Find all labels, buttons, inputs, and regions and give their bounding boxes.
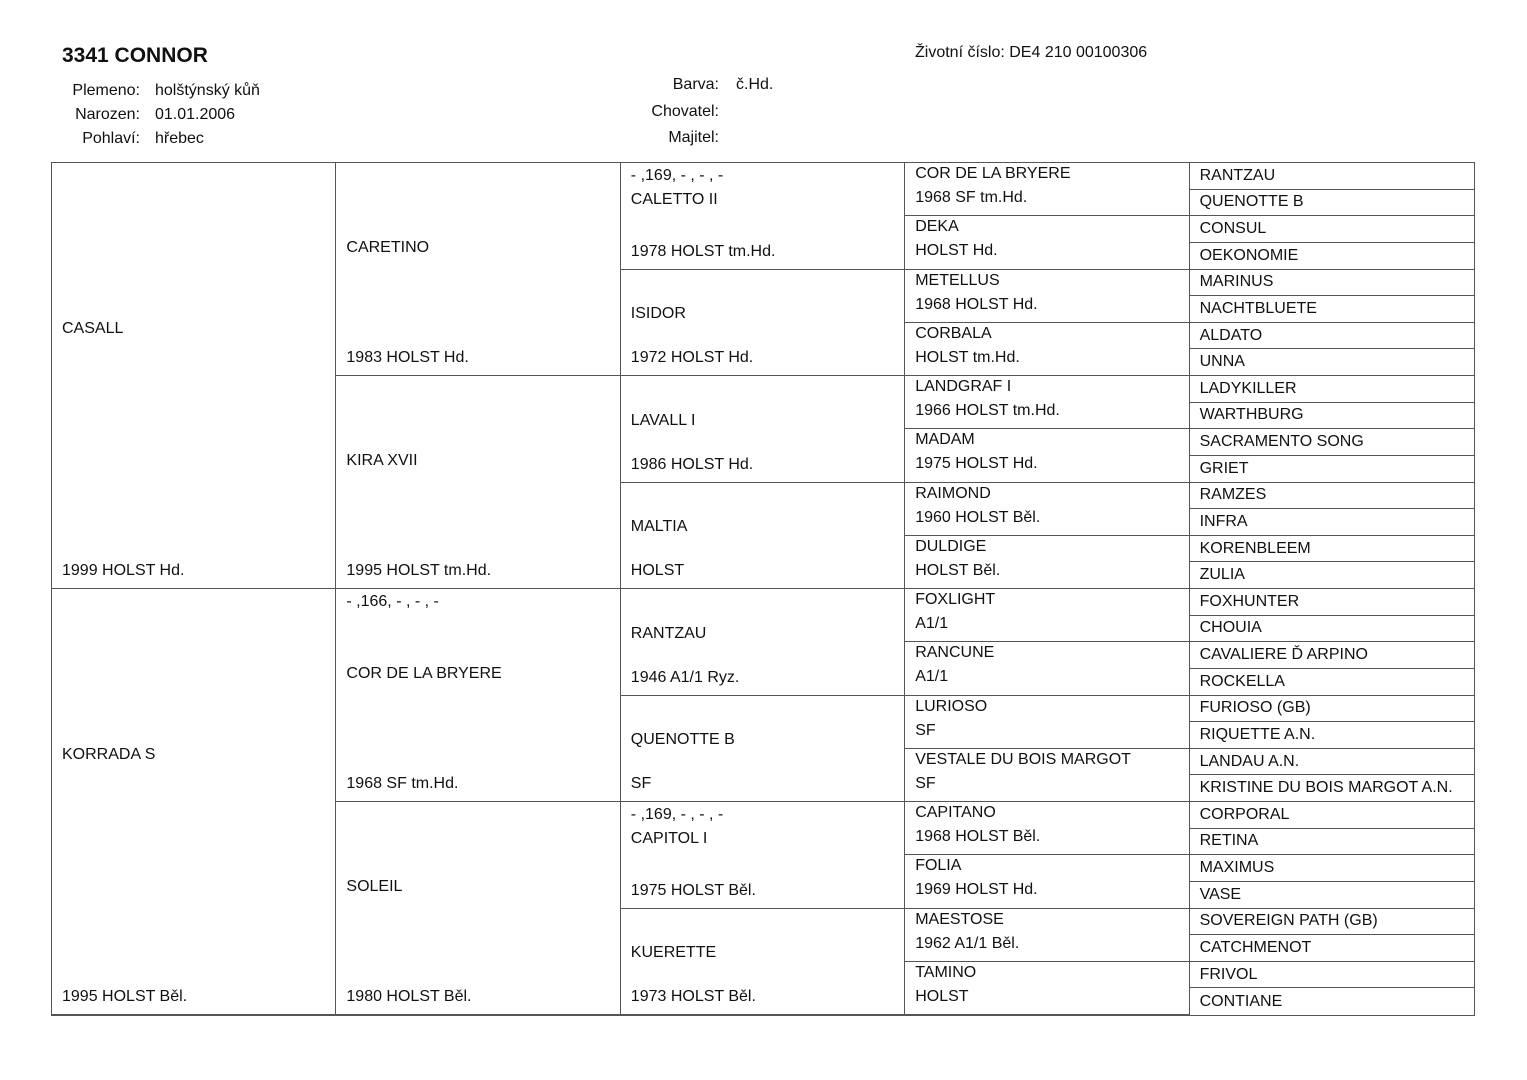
ancestor-cell-gen3 (621, 163, 905, 270)
ancestor-detail: 1980 HOLST Běl. (346, 988, 472, 1005)
ancestor-cell-gen3 (621, 270, 905, 377)
ancestor-cell-gen4 (905, 802, 1189, 855)
ancestor-cell-gen2 (336, 376, 620, 589)
ancestor-detail: 1968 HOLST Běl. (915, 828, 1041, 845)
ancestor-cell-gen4 (905, 270, 1189, 323)
ancestor-name: KIRA XVII (346, 452, 418, 470)
ancestor-detail: A1/1 (915, 615, 949, 632)
ancestor-name: RAIMOND (915, 484, 991, 502)
ancestor-detail: SF (915, 774, 936, 792)
ancestor-detail: SF (630, 775, 652, 792)
ancestor-name: LURIOSO (915, 697, 988, 715)
ancestor-name: CARETINO (346, 239, 430, 257)
breed-value: holštýnský kůň (155, 82, 260, 99)
sex-value: hřebec (155, 130, 204, 147)
ancestor-name: LAVALL I (630, 411, 696, 429)
ancestor-detail: 1975 HOLST Běl. (630, 881, 756, 899)
ancestor-cell-gen4 (905, 909, 1189, 962)
ancestor-name: CASALL (62, 320, 124, 338)
ancestor-prefix: - ,169, - , - , - (630, 806, 724, 823)
ancestor-name: RANTZAU (630, 624, 707, 642)
ancestor-name: DULDIGE (915, 537, 987, 555)
ancestor-cell-gen5: RAMZES (1190, 483, 1474, 510)
ancestor-name: DEKA (915, 218, 959, 236)
horse-title: 3341 CONNOR (62, 44, 208, 67)
ancestor-name: RANCUNE (915, 644, 995, 662)
ancestor-cell-gen5: FURIOSO (GB) (1190, 696, 1474, 723)
ancestor-cell-gen5: ROCKELLA (1190, 669, 1474, 696)
ancestor-name: CAPITOL I (630, 830, 708, 847)
ancestor-cell-gen5: LANDAU A.N. (1190, 749, 1474, 776)
ancestor-cell-gen5: NACHTBLUETE (1190, 296, 1474, 323)
ancestor-detail: 1978 HOLST tm.Hd. (630, 242, 776, 260)
ancestor-detail: 1972 HOLST Hd. (630, 349, 754, 366)
ancestor-cell-gen5: OEKONOMIE (1190, 243, 1474, 270)
ancestor-cell-gen5: CAVALIERE Ď ARPINO (1190, 642, 1474, 669)
ancestor-cell-gen4 (905, 962, 1189, 1015)
ancestor-cell-gen4 (905, 749, 1189, 802)
ancestor-detail: HOLST (630, 562, 685, 579)
ancestor-cell-gen5: QUENOTTE B (1190, 190, 1474, 217)
ancestor-cell-gen4 (905, 589, 1189, 642)
ancestor-cell-gen4 (905, 376, 1189, 429)
ancestor-cell-gen5: KORENBLEEM (1190, 536, 1474, 563)
ancestor-name: COR DE LA BRYERE (346, 665, 502, 683)
ancestor-cell-gen1 (52, 589, 336, 1015)
ancestor-name: MALTIA (630, 518, 688, 536)
ancestor-detail: 1968 SF tm.Hd. (346, 775, 459, 792)
ancestor-cell-gen5: CONSUL (1190, 216, 1474, 243)
ancestor-detail: SF (915, 721, 936, 739)
ancestor-detail: 1960 HOLST Běl. (915, 508, 1041, 526)
ancestor-cell-gen3 (621, 589, 905, 696)
ancestor-cell-gen5: RANTZAU (1190, 163, 1474, 190)
ancestor-name: METELLUS (915, 271, 1000, 289)
ancestor-cell-gen4 (905, 429, 1189, 482)
ancestor-detail: HOLST (915, 987, 969, 1005)
ancestor-name: FOXLIGHT (915, 591, 996, 608)
ancestor-cell-gen4 (905, 483, 1189, 536)
ancestor-name: SOLEIL (346, 878, 403, 896)
ancestor-name: VESTALE DU BOIS MARGOT (915, 750, 1131, 768)
ancestor-cell-gen5: CATCHMENOT (1190, 935, 1474, 962)
sex-label: Pohlaví: (82, 130, 140, 147)
ancestor-detail: 1995 HOLST tm.Hd. (346, 562, 492, 579)
ancestor-detail: 1975 HOLST Hd. (915, 455, 1038, 473)
ancestor-cell-gen4 (905, 696, 1189, 749)
ancestor-cell-gen4 (905, 163, 1189, 216)
color-label: Barva: (672, 76, 719, 93)
ancestor-name: CORBALA (915, 324, 992, 342)
breed-label: Plemeno: (72, 82, 140, 99)
ancestor-cell-gen5: SOVEREIGN PATH (GB) (1190, 909, 1474, 936)
ancestor-name: TAMINO (915, 963, 977, 981)
color-value: č.Hd. (736, 76, 774, 93)
ancestor-cell-gen5: FOXHUNTER (1190, 589, 1474, 616)
ancestor-cell-gen5: FRIVOL (1190, 962, 1474, 989)
ancestor-name: KUERETTE (630, 944, 717, 962)
ancestor-detail: HOLST Běl. (915, 561, 1001, 579)
ancestor-detail: 1983 HOLST Hd. (346, 349, 469, 366)
ancestor-detail: 1968 SF tm.Hd. (915, 189, 1028, 206)
ancestor-cell-gen1 (52, 163, 336, 589)
ancestor-cell-gen5: ALDATO (1190, 323, 1474, 350)
ancestor-cell-gen2 (336, 802, 620, 1015)
ancestor-cell-gen5: ZULIA (1190, 562, 1474, 589)
ancestor-detail: 1969 HOLST Hd. (915, 881, 1038, 899)
ancestor-cell-gen5: KRISTINE DU BOIS MARGOT A.N. (1190, 775, 1474, 802)
ancestor-name: ISIDOR (630, 305, 686, 323)
ancestor-detail: 1995 HOLST Běl. (62, 988, 188, 1005)
ancestor-detail: 1962 A1/1 Běl. (915, 934, 1020, 952)
ancestor-cell-gen3 (621, 909, 905, 1016)
ancestor-cell-gen4 (905, 216, 1189, 269)
ancestor-cell-gen4 (905, 642, 1189, 695)
ancestor-cell-gen3 (621, 696, 905, 803)
ancestor-cell-gen5: VASE (1190, 882, 1474, 909)
ancestor-prefix: - ,166, - , - , - (346, 593, 439, 610)
ancestor-detail: 1946 A1/1 Ryz. (630, 668, 740, 686)
ancestor-name: QUENOTTE B (630, 731, 735, 749)
ancestor-detail: A1/1 (915, 668, 949, 686)
ancestor-cell-gen5: CORPORAL (1190, 802, 1474, 829)
ancestor-cell-gen3 (621, 376, 905, 483)
ancestor-prefix: - ,169, - , - , - (630, 167, 724, 184)
ancestor-name: MADAM (915, 431, 975, 449)
ancestor-detail: 1968 HOLST Hd. (915, 295, 1038, 313)
ancestor-cell-gen5: CHOUIA (1190, 616, 1474, 643)
ancestor-name: COR DE LA BRYERE (915, 165, 1071, 182)
ancestor-cell-gen4 (905, 855, 1189, 908)
ancestor-name: CAPITANO (915, 804, 996, 821)
ancestor-cell-gen4 (905, 536, 1189, 589)
ancestor-cell-gen3 (621, 483, 905, 590)
ancestor-cell-gen5: RETINA (1190, 829, 1474, 856)
owner-label: Majitel: (668, 129, 719, 146)
born-label: Narozen: (75, 106, 140, 123)
ancestor-name: KORRADA S (62, 746, 156, 764)
ancestor-cell-gen3 (621, 802, 905, 909)
ancestor-cell-gen5: RIQUETTE A.N. (1190, 722, 1474, 749)
pedigree-table (51, 162, 1475, 1016)
ancestor-name: MAESTOSE (915, 910, 1004, 928)
ancestor-detail: HOLST Hd. (915, 242, 998, 260)
ancestor-cell-gen2 (336, 163, 620, 376)
ancestor-cell-gen5: MARINUS (1190, 270, 1474, 297)
ancestor-name: LANDGRAF I (915, 378, 1012, 395)
life-number: Životní číslo: DE4 210 00100306 (915, 44, 1148, 61)
ancestor-cell-gen5: LADYKILLER (1190, 376, 1474, 403)
ancestor-cell-gen5: INFRA (1190, 509, 1474, 536)
ancestor-cell-gen2 (336, 589, 620, 802)
ancestor-detail: HOLST tm.Hd. (915, 348, 1020, 366)
ancestor-detail: 1999 HOLST Hd. (62, 562, 185, 579)
ancestor-cell-gen5: SACRAMENTO SONG (1190, 429, 1474, 456)
ancestor-cell-gen5: CONTIANE (1199, 992, 1283, 1010)
breeder-label: Chovatel: (651, 103, 719, 120)
ancestor-name: FOLIA (915, 857, 962, 875)
ancestor-detail: 1966 HOLST tm.Hd. (915, 402, 1060, 419)
born-value: 01.01.2006 (155, 106, 236, 123)
ancestor-cell-gen5: GRIET (1190, 456, 1474, 483)
ancestor-cell-gen4 (905, 323, 1189, 376)
ancestor-cell-gen5: MAXIMUS (1190, 855, 1474, 882)
ancestor-cell-gen5: WARTHBURG (1190, 403, 1474, 430)
ancestor-name: CALETTO II (630, 191, 718, 208)
ancestor-detail: 1973 HOLST Běl. (630, 988, 756, 1005)
ancestor-detail: 1986 HOLST Hd. (630, 455, 754, 473)
ancestor-cell-gen5: UNNA (1190, 349, 1474, 376)
